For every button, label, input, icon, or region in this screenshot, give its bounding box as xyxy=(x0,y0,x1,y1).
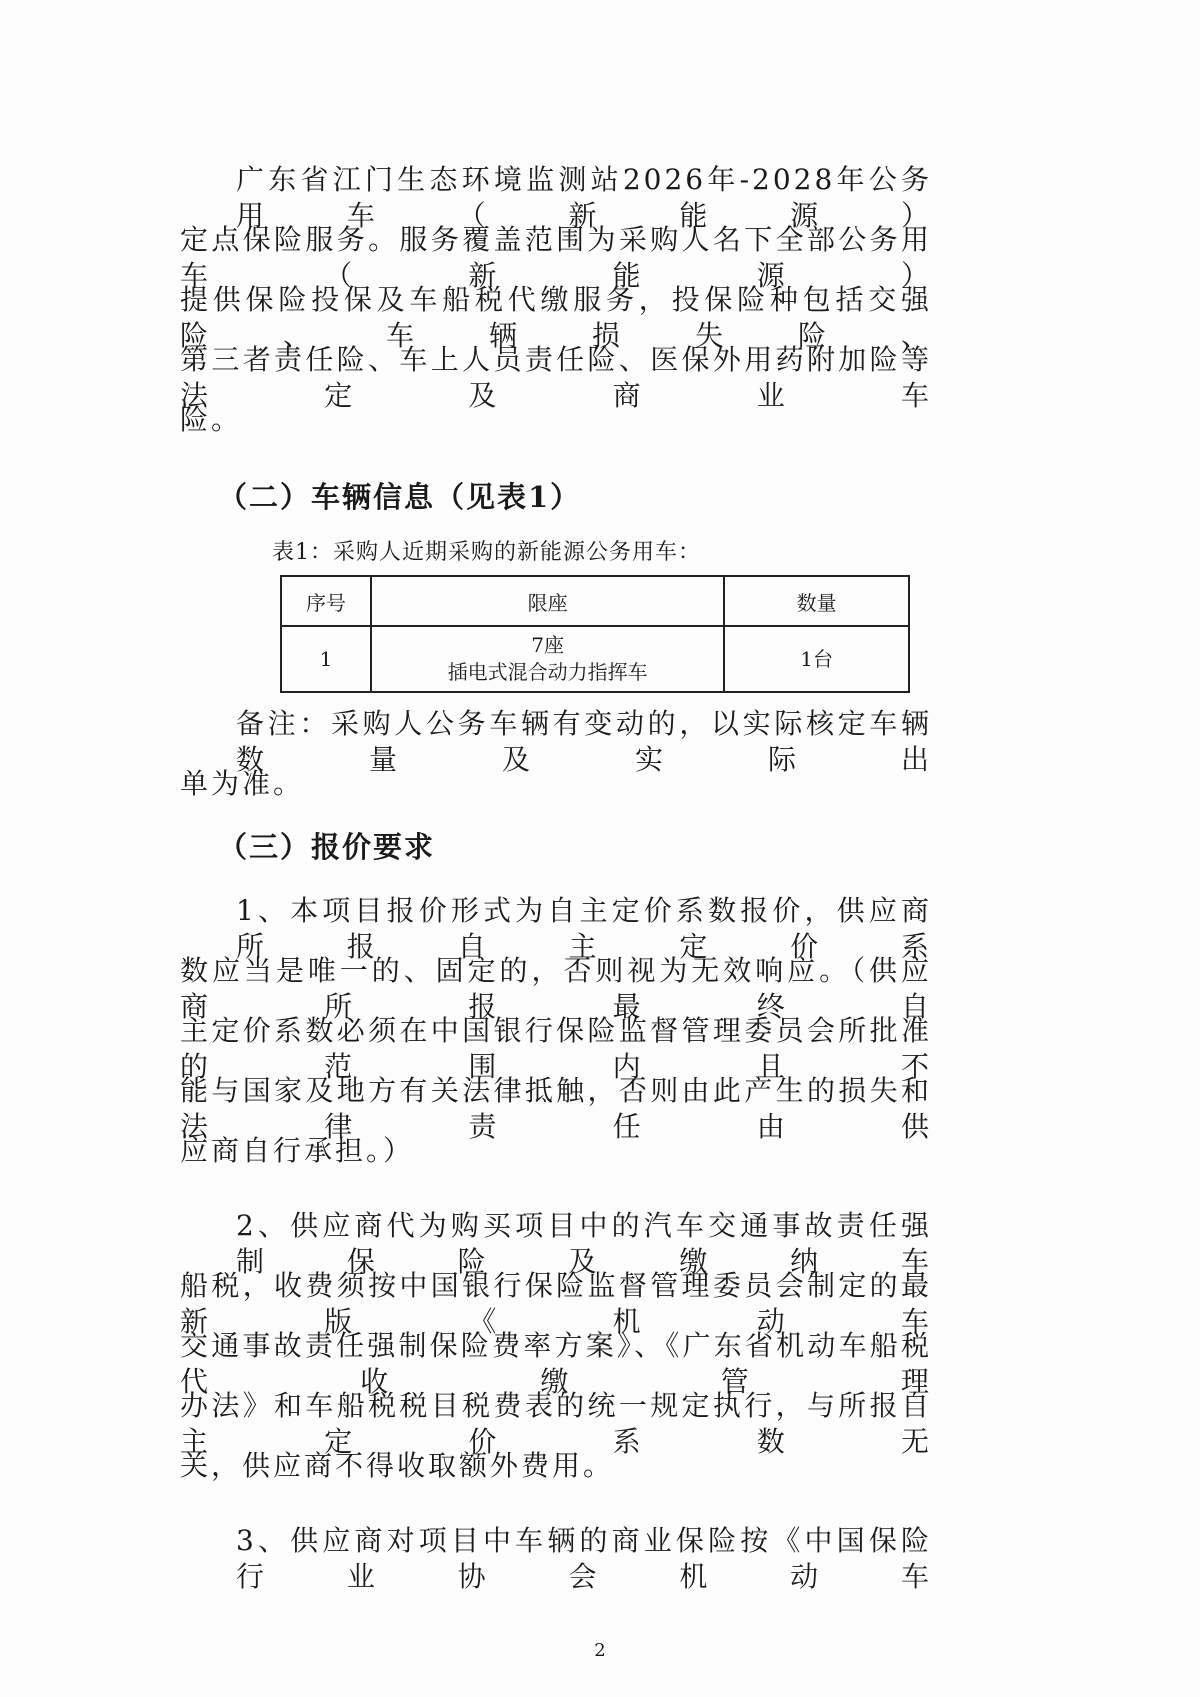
paragraph-1-line-2: 定点保险服务。服务覆盖范围为采购人名下全部公务用车（新能源） xyxy=(180,223,932,292)
item-1-line-3: 主定价系数必须在中国银行保险监督管理委员会所批准的范围内且不 xyxy=(180,1014,932,1083)
table-cell-seats xyxy=(371,626,724,692)
table-header-quantity: 数量 xyxy=(724,576,909,626)
item-1-line-5: 应商自行承担。） xyxy=(180,1134,415,1167)
table-header-row xyxy=(281,576,909,626)
item-2-line-5: 关，供应商不得收取额外费用。 xyxy=(180,1449,615,1482)
paragraph-1-line-1: 广东省江门生态环境监测站2026年-2028年公务用车（新能源） xyxy=(236,163,932,232)
item-2-line-2: 船税，收费须按中国银行保险监督管理委员会制定的最新版《机动车 xyxy=(180,1269,932,1338)
item-2-line-1: 2、供应商代为购买项目中的汽车交通事故责任强制保险及缴纳车 xyxy=(236,1209,932,1278)
section-3-heading: （三）报价要求 xyxy=(218,830,436,864)
item-1-line-2: 数应当是唯一的、固定的，否则视为无效响应。（供应商所报最终自 xyxy=(180,954,932,1023)
vehicle-table xyxy=(280,575,910,693)
note-line-2: 单为准。 xyxy=(180,767,305,800)
table-cell-seats-line-1: 7座 xyxy=(531,633,565,657)
table-header-index: 序号 xyxy=(281,576,371,626)
table-cell-index: 1 xyxy=(281,626,371,692)
paragraph-1-line-5: 险。 xyxy=(180,403,243,436)
item-1-line-4: 能与国家及地方有关法律抵触，否则由此产生的损失和法律责任由供 xyxy=(180,1074,932,1143)
paragraph-1-line-3: 提供保险投保及车船税代缴服务，投保险种包括交强险、车辆损失险、 xyxy=(180,283,932,352)
page-number: 2 xyxy=(594,1640,606,1661)
table-caption: 表1：采购人近期采购的新能源公务用车： xyxy=(272,540,701,565)
item-2-line-4: 办法》和车船税税目税费表的统一规定执行，与所报自主定价系数无 xyxy=(180,1389,932,1458)
section-2-heading: （二）车辆信息（见表1） xyxy=(218,480,582,514)
table-row xyxy=(281,626,909,692)
table-cell-seats-line-2: 插电式混合动力指挥车 xyxy=(447,660,648,684)
item-1-line-1: 1、本项目报价形式为自主定价系数报价，供应商所报自主定价系 xyxy=(236,894,932,963)
item-2-line-3: 交通事故责任强制保险费率方案》、《广东省机动车船税代收缴管理 xyxy=(180,1329,932,1398)
item-3-line-1: 3、供应商对项目中车辆的商业保险按《中国保险行业协会机动车 xyxy=(236,1524,932,1593)
table-header-seats: 限座 xyxy=(371,576,724,626)
paragraph-1-line-4: 第三者责任险、车上人员责任险、医保外用药附加险等法定及商业车 xyxy=(180,343,932,412)
table-cell-quantity: 1台 xyxy=(724,626,909,692)
note-line-1: 备注：采购人公务车辆有变动的，以实际核定车辆数量及实际出 xyxy=(236,707,932,776)
